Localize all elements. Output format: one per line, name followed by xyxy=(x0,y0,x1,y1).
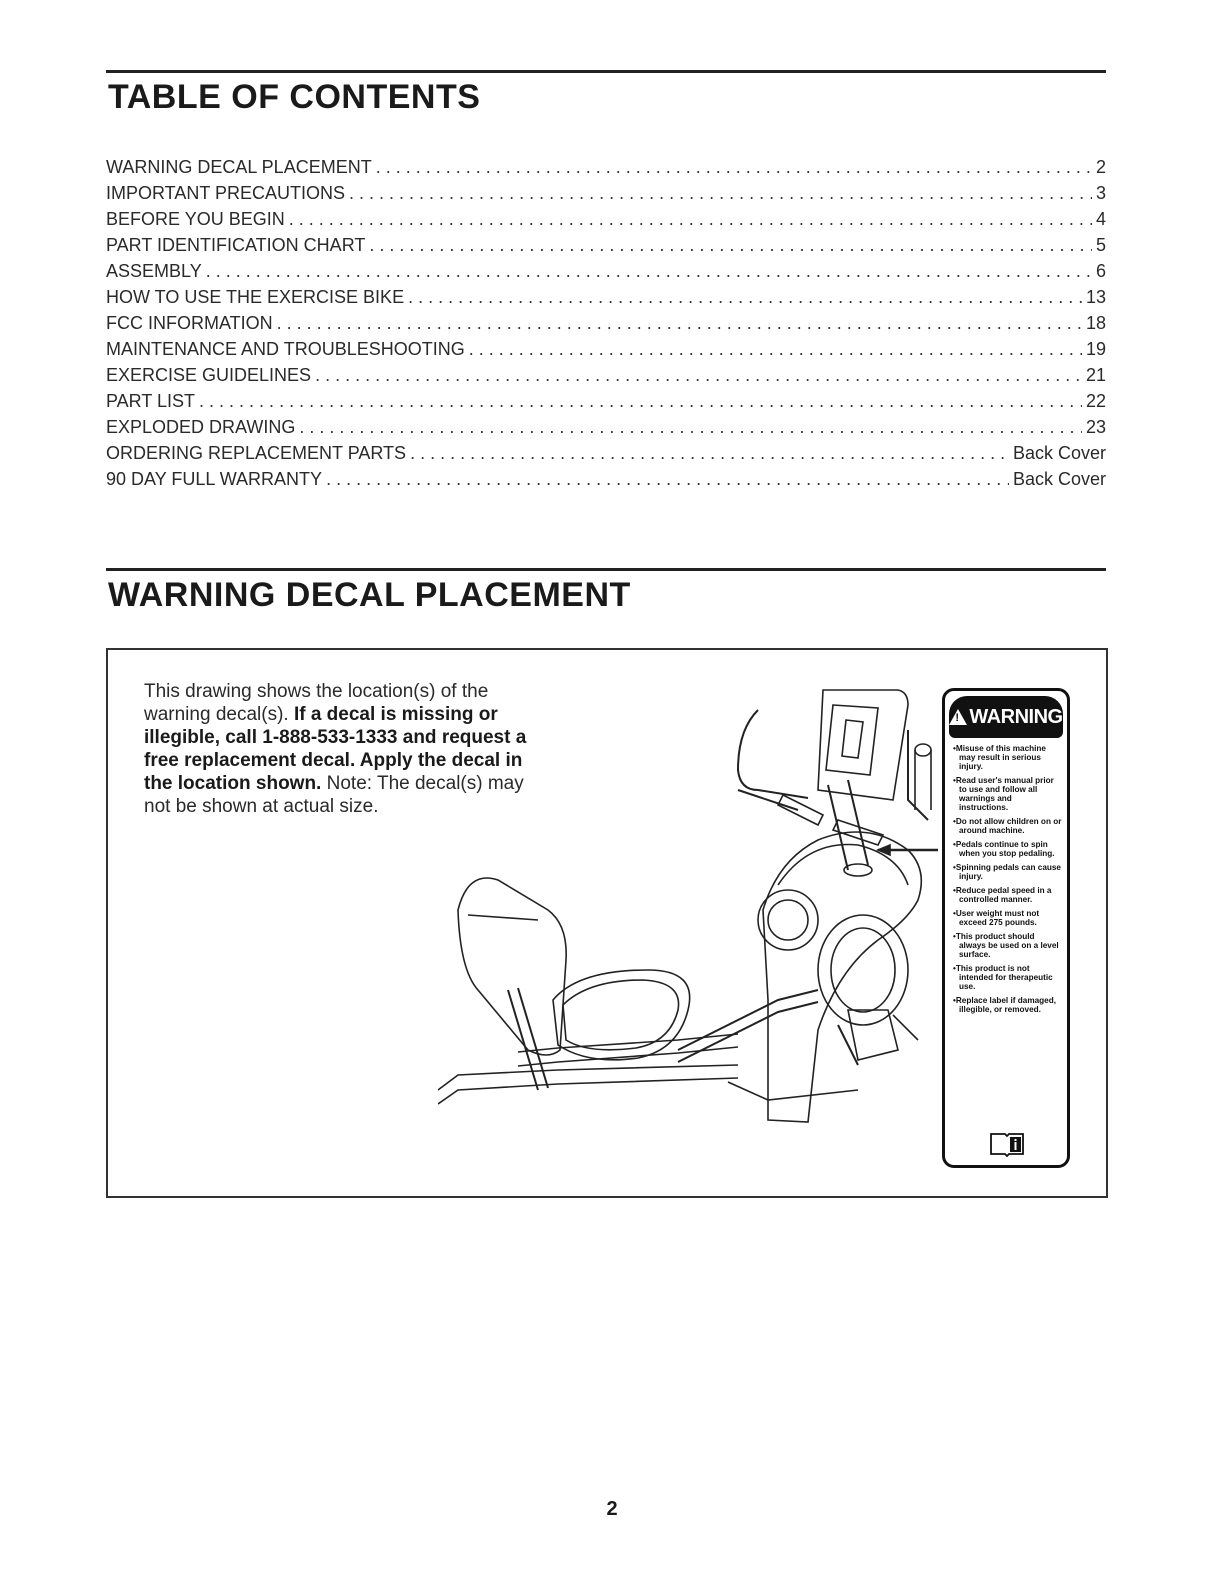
intro-plain-1: This drawing shows the location(s) of the warning decal(s). xyxy=(144,681,489,725)
toc-dot-leader xyxy=(199,388,1082,414)
warning-decal xyxy=(942,688,1070,1168)
toc-entry-label: ORDERING REPLACEMENT PARTS xyxy=(106,443,407,463)
toc-dot-leader xyxy=(326,466,1009,492)
decal-header xyxy=(949,696,1063,738)
page-number: 2 xyxy=(606,1498,618,1520)
toc-entry-label: EXPLODED DRAWING xyxy=(106,417,296,437)
toc-entry-label: PART LIST xyxy=(106,391,196,411)
toc-entry-label: WARNING DECAL PLACEMENT xyxy=(106,157,372,177)
toc-dot-leader xyxy=(376,154,1092,180)
toc-entry xyxy=(106,258,1106,284)
toc-entry-page: 6 xyxy=(1095,261,1106,281)
toc-dot-leader xyxy=(349,180,1092,206)
toc-entry-label: EXERCISE GUIDELINES xyxy=(106,365,312,385)
exercise-bike-drawing xyxy=(438,670,938,1150)
toc-entry-label: HOW TO USE THE EXERCISE BIKE xyxy=(106,287,405,307)
toc-dot-leader xyxy=(369,232,1092,258)
decal-warning-item: • Misuse of this machine may result in serious injury. xyxy=(953,744,1063,771)
decal-warning-item: • User weight must not exceed 275 pounds. xyxy=(953,909,1063,927)
warning-top-rule xyxy=(106,568,1106,571)
decal-warning-item: • Reduce pedal speed in a controlled manner. xyxy=(953,886,1063,904)
toc-entry-label: PART IDENTIFICATION CHART xyxy=(106,235,366,255)
toc-entry-label: ASSEMBLY xyxy=(106,261,202,281)
decal-warning-item: • This product is not intended for therapeutic use. xyxy=(953,964,1063,991)
warning-triangle-icon: ! xyxy=(949,709,967,725)
toc-dot-leader xyxy=(299,414,1082,440)
toc-entry-page: 21 xyxy=(1085,365,1106,385)
toc-top-rule xyxy=(106,70,1106,73)
toc-entry-page: Back Cover xyxy=(1012,469,1106,489)
toc-entry-page: 5 xyxy=(1095,235,1106,255)
toc-dot-leader xyxy=(410,440,1009,466)
manual-info-icon xyxy=(989,1131,1025,1157)
decal-warning-item: • Pedals continue to spin when you stop pedaling. xyxy=(953,840,1063,858)
intro-bold: If a decal is missing or illegible, call 1-888-533-1333 and request a free replacement decal. Apply the decal in the location shown. xyxy=(144,704,527,794)
toc-dot-leader xyxy=(469,336,1082,362)
toc-dot-leader xyxy=(315,362,1082,388)
toc-entry xyxy=(106,362,1106,388)
toc-entry xyxy=(106,336,1106,362)
toc-entry xyxy=(106,414,1106,440)
toc-entry-label: FCC INFORMATION xyxy=(106,313,273,333)
toc-entry xyxy=(106,284,1106,310)
warning-illustration-box xyxy=(106,648,1108,1198)
toc-list xyxy=(106,154,1106,492)
decal-warning-item: • Do not allow children on or around machine. xyxy=(953,817,1063,835)
toc-dot-leader xyxy=(408,284,1082,310)
toc-title: TABLE OF CONTENTS xyxy=(108,78,481,116)
warning-title: WARNING DECAL PLACEMENT xyxy=(108,576,631,614)
toc-entry xyxy=(106,310,1106,336)
toc-entry-page: 19 xyxy=(1085,339,1106,359)
intro-plain-2: Note: The decal(s) may not be shown at actual size. xyxy=(144,773,524,817)
toc-dot-leader xyxy=(277,310,1082,336)
toc-entry-label: BEFORE YOU BEGIN xyxy=(106,209,285,229)
toc-dot-leader xyxy=(289,206,1092,232)
toc-entry-page: 22 xyxy=(1085,391,1106,411)
toc-entry xyxy=(106,232,1106,258)
toc-dot-leader xyxy=(206,258,1092,284)
toc-entry xyxy=(106,466,1106,492)
toc-entry xyxy=(106,440,1106,466)
toc-entry-page: 4 xyxy=(1095,209,1106,229)
decal-warning-item: • Replace label if damaged, illegible, or removed. xyxy=(953,996,1063,1014)
decal-warning-item: • Read user's manual prior to use and follow all warnings and instructions. xyxy=(953,776,1063,812)
toc-entry-page: 2 xyxy=(1095,157,1106,177)
toc-entry-label: 90 DAY FULL WARRANTY xyxy=(106,469,323,489)
toc-entry xyxy=(106,388,1106,414)
decal-warning-list xyxy=(945,744,1067,1014)
decal-warning-item: • This product should always be used on a level surface. xyxy=(953,932,1063,959)
toc-entry-page: 13 xyxy=(1085,287,1106,307)
toc-entry xyxy=(106,180,1106,206)
toc-entry-page: 23 xyxy=(1085,417,1106,437)
toc-entry-page: Back Cover xyxy=(1012,443,1106,463)
decal-warning-item: • Spinning pedals can cause injury. xyxy=(953,863,1063,881)
toc-entry-page: 18 xyxy=(1085,313,1106,333)
toc-entry xyxy=(106,154,1106,180)
toc-entry-label: MAINTENANCE AND TROUBLESHOOTING xyxy=(106,339,465,359)
toc-entry xyxy=(106,206,1106,232)
decal-header-text: WARNING xyxy=(969,705,1063,728)
toc-entry-label: IMPORTANT PRECAUTIONS xyxy=(106,183,346,203)
toc-entry-page: 3 xyxy=(1095,183,1106,203)
